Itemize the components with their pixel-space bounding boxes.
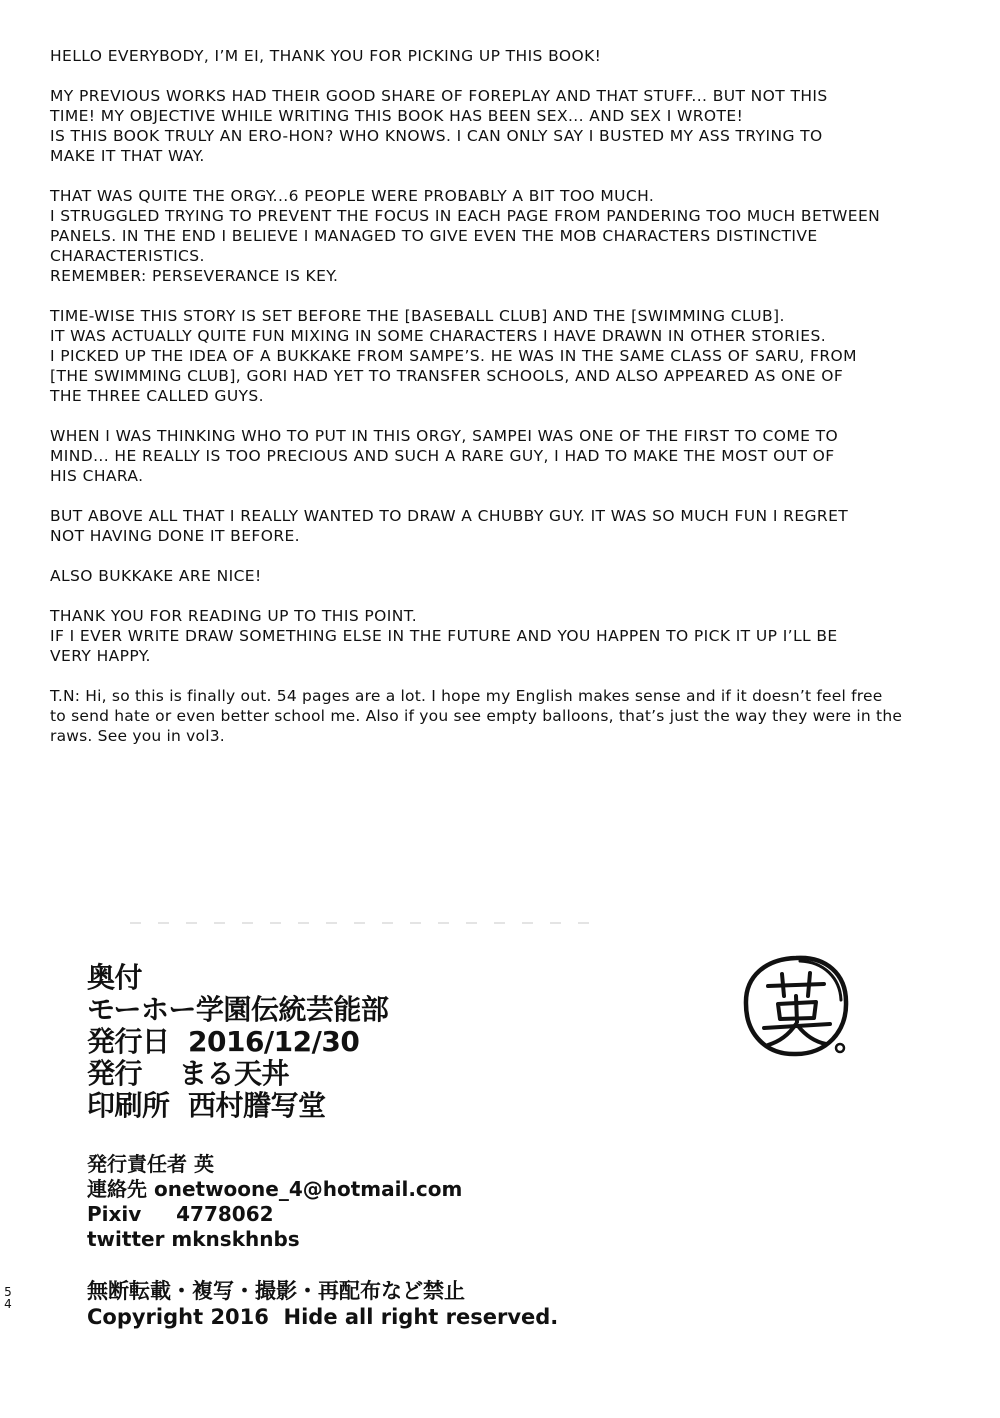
colophon [87,962,647,1330]
publisher: 発行 まる天丼 [87,1057,289,1090]
printer: 印刷所 西村謄写堂 [87,1089,326,1122]
responsible-person: 発行責任者 英 [87,1152,214,1176]
faint-divider [130,922,600,924]
book-title: モーホー学園伝統芸能部 [87,993,389,1026]
afterword-paragraph-7: ALSO BUKKAKE ARE NICE! [50,567,262,585]
contact-block [87,1152,647,1252]
afterword-paragraph-2: MY PREVIOUS WORKS HAD THEIR GOOD SHARE OF FOREPLAY AND THAT STUFF... BUT NOT THIS TIME! MY OBJECTIVE WHILE WRITING THIS BOOK HAS BEEN SEX... AND SEX I WROTE! IS THIS BOOK TRULY AN ERO-HON? WHO KNOWS. I CAN ONLY SAY I BUSTED MY ASS TRYING TO MAKE IT THAT WAY. [50,87,828,165]
afterword-paragraph-1: HELLO EVERYBODY, I’M EI, THANK YOU FOR PICKING UP THIS BOOK! [50,47,602,65]
afterword-paragraph-8: THANK YOU FOR READING UP TO THIS POINT. IF I EVER WRITE DRAW SOMETHING ELSE IN THE FUTURE AND YOU HAPPEN TO PICK IT UP I’LL BE VERY HAPPY. [50,607,838,665]
page-number [2,1286,14,1310]
legal-block [87,1278,647,1330]
afterword-paragraph-6: BUT ABOVE ALL THAT I REALLY WANTED TO DRAW A CHUBBY GUY. IT WAS SO MUCH FUN I REGRET NOT HAVING DONE IT BEFORE. [50,507,849,545]
contact-email: 連絡先 onetwoone_4@hotmail.com [87,1177,463,1201]
afterword-paragraph-4: TIME-WISE THIS STORY IS SET BEFORE THE [BASEBALL CLUB] AND THE [SWIMMING CLUB]. IT WAS ACTUALLY QUITE FUN MIXING IN SOME CHARACTERS I HAVE DRAWN IN OTHER STORIES. I PICKED UP THE IDEA OF A BUKKAKE FROM SAMPE’S. HE WAS IN THE SAME CLASS OF SARU, FROM [THE SWIMMING CLUB], GORI HAD YET TO TRANSFER SCHOOLS, AND ALSO APPEARED AS ONE OF THE THREE CALLED GUYS. [50,307,857,405]
issue-date: 発行日 2016/12/30 [87,1025,360,1058]
translator-note: T.N: Hi, so this is finally out. 54 pages are a lot. I hope my English makes sense and if it doesn’t feel free to send hate or even better school me. Also if you see empty balloons, that’s just the way they were in the raws. See you in vol3. [50,687,903,745]
afterword-paragraph-3: THAT WAS QUITE THE ORGY...6 PEOPLE WERE PROBABLY A BIT TOO MUCH. I STRUGGLED TRYING TO PREVENT THE FOCUS IN EACH PAGE FROM PANDERING TOO MUCH BETWEEN PANELS. IN THE END I BELIEVE I MANAGED TO GIVE EVEN THE MOB CHARACTERS DISTINCTIVE CHARACTERISTICS. REMEMBER: PERSEVERANCE IS KEY. [50,187,881,285]
reproduction-prohibited: 無断転載・複写・撮影・再配布など禁止 [87,1279,465,1303]
copyright-line: Copyright 2016 Hide all right reserved. [87,1305,559,1329]
seal-stamp-icon [740,952,852,1060]
page-number-digit-1: 5 [4,1285,12,1299]
page-number-digit-2: 4 [4,1297,12,1311]
pixiv-id: Pixiv 4778062 [87,1202,274,1226]
afterword-paragraph-5: WHEN I WAS THINKING WHO TO PUT IN THIS ORGY, SAMPEI WAS ONE OF THE FIRST TO COME TO MIND... HE REALLY IS TOO PRECIOUS AND SUCH A RARE GUY, I HAD TO MAKE THE MOST OUT OF HIS CHARA. [50,427,839,485]
twitter-handle: twitter mknskhnbs [87,1227,300,1251]
afterword-text [50,46,970,766]
colophon-heading: 奥付 [87,961,143,994]
